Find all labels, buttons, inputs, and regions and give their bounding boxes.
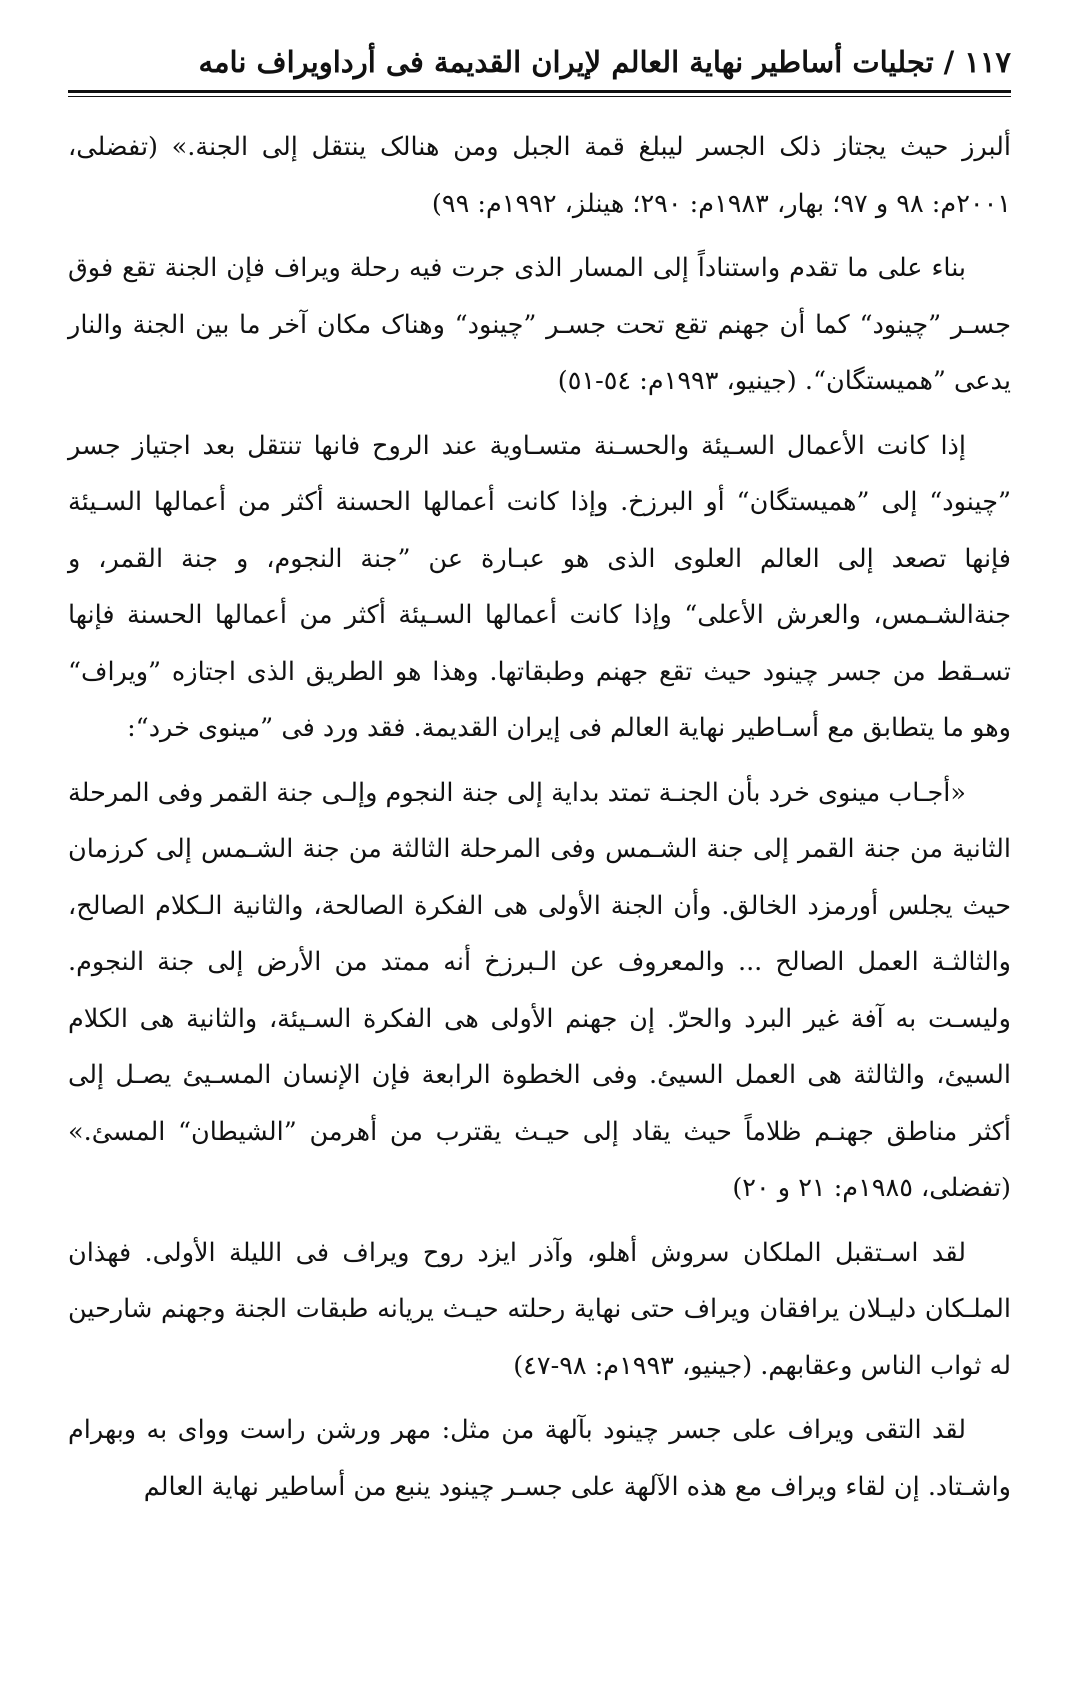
header-separator: /	[943, 45, 955, 79]
body-text	[68, 119, 1011, 1515]
running-header	[68, 38, 1011, 86]
paragraph-6: لقد التقى ويراف على جسر چينود بآلهة من مثل: مهر ورشن راست وواى به وبهرام واشـتاد. إن لقاء ويراف مع هذه الآلهة على جسـر چينود ينبع من أساطير نهاية العالم	[68, 1415, 1011, 1502]
paragraph-5: لقد اسـتقبل الملكان سروش أهلو، وآذر ايزد روح ويراف فى الليلة الأولى. فهذان الملـكان دليـلان يرافقان ويراف حتى نهاية رحلته حيـث يريانه طبقات الجنة وجهنم شارحين له ثواب الناس وعقابهم. (جينيو، ١٩٩٣م: ٩٨-٤٧)	[68, 1237, 1011, 1381]
running-title: تجليات أساطير نهاية العالم لإيران القديمة فى أرداويراف نامه	[198, 45, 934, 79]
paragraph-3: إذا كانت الأعمال السـيئة والحسـنة متسـاوية عند الروح فانها تنتقل بعد اجتياز جسر ”چينود“ إلى ”هميستگان“ أو البرزخ. وإذا كانت أعمالها الحسنة أكثر من أعمالها السـيئة فإنها تصعد إلى العالم العلوى الذى هو عبـارة عن ”جنة النجوم، و جنة القمر، و جنةالشـمس، والعرش الأعلى“ وإذا كانت أعمالها السـيئة أكثر من أعمالها الحسنة فإنها تسـقط من جسر چينود حيث تقع جهنم وطبقاتها. وهذا هو الطريق الذى اجتازه ”ويراف“ وهو ما يتطابق مع أسـاطير نهاية العالم فى إيران القديمة. فقد ورد فى ”مينوى خرد“:	[68, 430, 1011, 743]
header-rule-thin	[68, 96, 1011, 97]
header-rule-thick	[68, 90, 1011, 93]
page-number: ١١٧	[964, 45, 1011, 79]
book-page	[68, 38, 1011, 1678]
paragraph-1: ألبرز حيث يجتاز ذلک الجسر ليبلغ قمة الجبل ومن هنالک ينتقل إلى الجنة.» (تفضلى، ٢٠٠١م: ٩٨ و ٩٧؛ بهار، ١٩٨٣م: ٢٩٠؛ هينلز، ١٩٩٢م: ٩٩)	[68, 132, 1011, 219]
paragraph-2: بناء على ما تقدم واستناداً إلى المسار الذى جرت فيه رحلة ويراف فإن الجنة تقع فوق جسـر ”چينود“ كما أن جهنم تقع تحت جسـر ”چينود“ وهناک مكان آخر ما بين الجنة والنار يدعى ”هميستگان“. (جينيو، ١٩٩٣م: ٥٤-٥١)	[68, 253, 1011, 396]
quotation-paragraph: «أجـاب مينوى خرد بأن الجنـة تمتد بداية إلى جنة النجوم وإلـى جنة القمر وفى المرحلة الثانية من جنة القمر إلى جنة الشـمس وفى المرحلة الثالثة من جنة الشـمس إلى كرزمان حيث يجلس أورمزد الخالق. وأن الجنة الأولى هى الفكرة الصالحة، والثانية الـكلام الصالح، والثالثـة العمل الصالح ... والمعروف عن الـبرزخ أنه ممتد من الأرض إلى جنة النجوم. وليسـت به آفة غير البرد والحرّ. إن جهنم الأولى هى الفكرة السـيئة، والثانية هى الكلام السيئ، والثالثة هى العمل السيئ. وفى الخطوة الرابعة فإن الإنسان المسـيئ يصـل إلى أكثر مناطق جهنـم ظلاماً حيث يقاد إلى حيـث يقترب من أهرمن ”الشيطان“ المسئ.» (تفضلى، ١٩٨٥م: ٢١ و ٢٠)	[68, 777, 1011, 1203]
